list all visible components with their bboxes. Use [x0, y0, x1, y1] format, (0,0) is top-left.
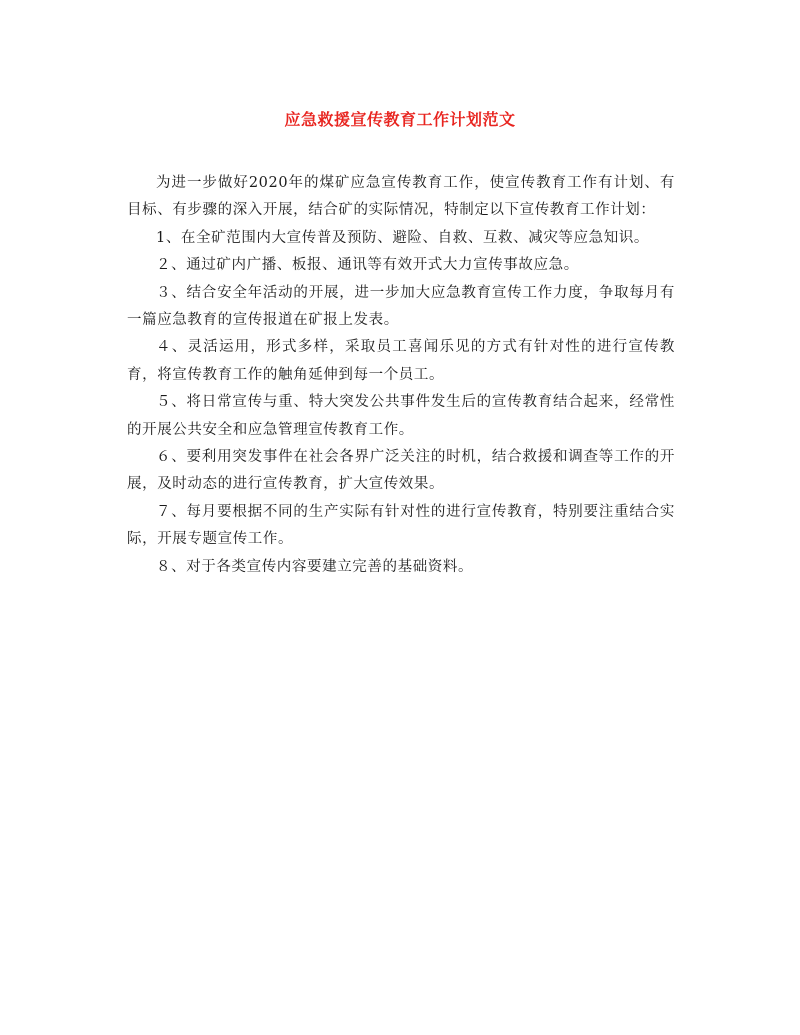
- plan-item-5: ５、将日常宣传与重、特大突发公共事件发生后的宣传教育结合起来，经常性的开展公共安全和应急管理宣传教育工作。: [127, 394, 675, 438]
- plan-item-2: ２、通过矿内广播、板报、通讯等有效开式大力宣传事故应急。: [156, 257, 579, 274]
- plan-item-8: ８、对于各类宣传内容要建立完善的基础资料。: [156, 558, 474, 575]
- document-title: 应急救援宣传教育工作计划范文: [284, 110, 516, 129]
- plan-item-4: ４、灵活运用，形式多样，采取员工喜闻乐见的方式有针对性的进行宣传教育，将宣传教育工作的触角延伸到每一个员工。: [127, 339, 675, 383]
- plan-item-7: ７、每月要根据不同的生产实际有针对性的进行宣传教育，特别要注重结合实际，开展专题宣传工作。: [127, 503, 675, 548]
- plan-item-3: ３、结合安全年活动的开展，进一步加大应急教育宣传工作力度，争取每月有一篇应急教育的宣传报道在矿报上发表。: [127, 284, 675, 329]
- plan-item-6: ６、要利用突发事件在社会各界广泛关注的时机，结合救援和调查等工作的开展，及时动态的进行宣传教育，扩大宣传效果。: [127, 449, 675, 493]
- document-body: [127, 170, 675, 581]
- plan-item-1: 1、在全矿范围内大宣传普及预防、避险、自救、互救、减灾等应急知识。: [156, 229, 650, 246]
- intro-paragraph: 为进一步做好2020年的煤矿应急宣传教育工作，使宣传教育工作有计划、有目标、有步骤的深入开展，结合矿的实际情况，特制定以下宣传教育工作计划：: [127, 175, 675, 219]
